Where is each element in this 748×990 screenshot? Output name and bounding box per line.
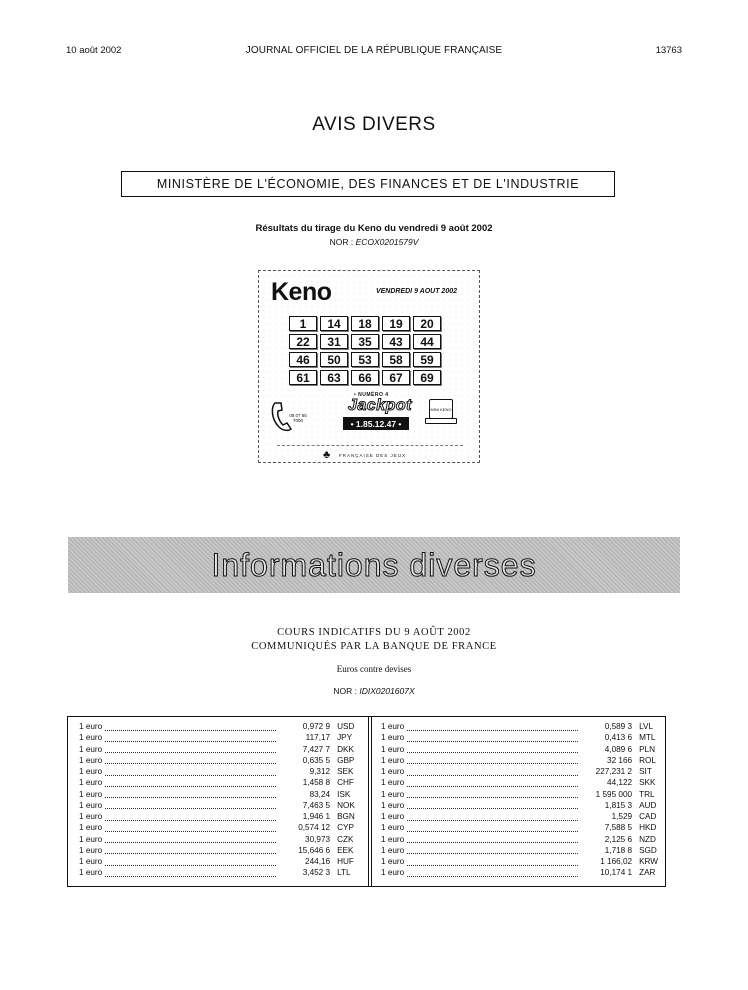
rate-unit: 1 euro — [79, 733, 103, 743]
currency-code: HUF — [337, 857, 354, 866]
keno-date: VENDREDI 9 AOUT 2002 — [375, 288, 457, 295]
clover-icon: ♣ — [323, 449, 331, 461]
rate-row — [381, 845, 661, 856]
rate-value: 4,089 6 — [604, 744, 633, 754]
dot-leader — [105, 790, 276, 798]
rate-value: 2,125 6 — [604, 834, 633, 844]
dot-leader — [105, 723, 276, 731]
rate-unit: 1 euro — [381, 789, 405, 799]
dot-leader — [105, 756, 276, 764]
currency-code: SEK — [337, 767, 354, 776]
rate-row — [381, 721, 661, 732]
dot-leader — [105, 858, 276, 866]
dot-leader — [407, 723, 578, 731]
informations-diverses-banner — [68, 537, 680, 593]
exchange-rates-table — [67, 716, 666, 887]
keno-number: 50 — [320, 352, 348, 367]
rate-unit: 1 euro — [79, 722, 103, 731]
rate-unit: 1 euro — [79, 778, 103, 788]
dot-leader — [407, 801, 578, 809]
rate-unit: 1 euro — [79, 857, 103, 866]
rate-unit: 1 euro — [79, 789, 103, 799]
rate-value: 0,589 3 — [604, 722, 633, 731]
header-journal-title: JOURNAL OFFICIEL DE LA RÉPUBLIQUE FRANÇAISE — [245, 45, 503, 56]
dot-leader — [407, 835, 578, 843]
currency-code: LTL — [337, 868, 351, 878]
rate-value: 44,122 — [607, 778, 633, 788]
phone-number: 08 07 65 7000 — [289, 413, 307, 423]
keno-number: 44 — [413, 334, 441, 349]
rate-unit: 1 euro — [381, 823, 405, 833]
currency-code: USD — [337, 722, 355, 731]
rate-value: 0,972 9 — [302, 722, 331, 731]
rate-row — [381, 867, 661, 878]
rate-row — [79, 766, 359, 777]
keno-number: 63 — [320, 370, 348, 385]
currency-code: BGN — [337, 812, 355, 821]
rate-unit: 1 euro — [381, 755, 405, 765]
currency-code: DKK — [337, 744, 354, 754]
dot-leader — [407, 813, 578, 821]
rate-unit: 1 euro — [79, 868, 103, 878]
keno-number: 53 — [351, 352, 379, 367]
currency-code: AUD — [639, 800, 657, 810]
banner-title: Informations diverses — [211, 546, 537, 583]
dot-leader — [105, 779, 276, 787]
terminal-base-icon — [425, 418, 457, 424]
keno-number: 14 — [320, 316, 348, 331]
rate-value: 1 166,02 — [600, 857, 633, 866]
currency-code: EEK — [337, 845, 354, 855]
rate-value: 1 595 000 — [595, 789, 633, 799]
currency-code: MTL — [639, 733, 656, 743]
dot-leader — [105, 835, 276, 843]
rate-row — [381, 777, 661, 788]
rate-row — [381, 744, 661, 755]
rate-unit: 1 euro — [79, 800, 103, 810]
currency-code: ROL — [639, 755, 656, 765]
dot-leader — [105, 869, 276, 877]
rate-row — [381, 789, 661, 800]
rates-column-right — [381, 721, 661, 879]
dot-leader — [407, 745, 578, 753]
currency-code: KRW — [639, 857, 659, 866]
rate-value: 1,946 1 — [302, 812, 331, 821]
rate-row — [381, 800, 661, 811]
keno-number: 43 — [382, 334, 410, 349]
rate-unit: 1 euro — [79, 767, 103, 776]
keno-number: 1 — [289, 316, 317, 331]
rate-row — [79, 744, 359, 755]
table-column-divider — [368, 717, 372, 886]
rate-value: 1,529 — [611, 812, 633, 821]
dot-leader — [407, 824, 578, 832]
rate-value: 117,17 — [305, 733, 331, 743]
keno-number: 61 — [289, 370, 317, 385]
rate-row — [79, 811, 359, 822]
rate-unit: 1 euro — [381, 778, 405, 788]
rate-value: 227,231 2 — [595, 767, 633, 776]
currency-code: NZD — [639, 834, 656, 844]
rate-value: 30,973 — [305, 834, 331, 844]
keno-nor-line — [0, 237, 748, 247]
rate-row — [79, 834, 359, 845]
dot-leader — [105, 768, 276, 776]
dot-leader — [407, 790, 578, 798]
currency-code: TRL — [639, 789, 655, 799]
rate-row — [79, 845, 359, 856]
dot-leader — [407, 869, 578, 877]
rate-value: 0,635 5 — [302, 755, 331, 765]
currency-code: SKK — [639, 778, 656, 788]
ticket-divider — [277, 445, 463, 446]
currency-code: LVL — [639, 722, 654, 731]
jackpot-label: • NUMÉRO 4 — [354, 392, 389, 398]
rate-row — [79, 721, 359, 732]
rate-unit: 1 euro — [381, 845, 405, 855]
exchange-nor-line — [0, 686, 748, 696]
nor-value: ECOX0201579V — [355, 237, 419, 247]
dot-leader — [407, 858, 578, 866]
rate-value: 7,463 5 — [302, 800, 331, 810]
rate-row — [381, 732, 661, 743]
keno-number: 58 — [382, 352, 410, 367]
currency-code: GBP — [337, 755, 355, 765]
mini-keno-terminal-icon — [429, 399, 453, 419]
currency-code: CYP — [337, 823, 354, 833]
rate-unit: 1 euro — [79, 755, 103, 765]
exchange-subtitle: Euros contre devises — [336, 664, 412, 674]
section-title: AVIS DIVERS — [312, 114, 436, 135]
nor-value: IDIX0201607X — [359, 686, 415, 696]
rate-row — [381, 755, 661, 766]
rate-unit: 1 euro — [381, 834, 405, 844]
dot-leader — [407, 768, 578, 776]
rate-unit: 1 euro — [381, 722, 405, 731]
mini-keno-label: MINI KENO — [430, 406, 452, 412]
rate-unit: 1 euro — [79, 823, 103, 833]
rate-value: 1,458 8 — [302, 778, 331, 788]
keno-notice-title: Résultats du tirage du Keno du vendredi 9 août 2002 — [255, 223, 493, 234]
keno-number: 69 — [413, 370, 441, 385]
rate-row — [79, 856, 359, 867]
keno-number: 67 — [382, 370, 410, 385]
rate-unit: 1 euro — [79, 812, 103, 821]
dot-leader — [407, 846, 578, 854]
currency-code: ZAR — [639, 868, 656, 878]
dot-leader — [105, 801, 276, 809]
rate-unit: 1 euro — [381, 857, 405, 866]
rate-unit: 1 euro — [381, 868, 405, 878]
rate-unit: 1 euro — [381, 767, 405, 776]
currency-code: HKD — [639, 823, 657, 833]
nor-label: NOR : — [333, 686, 357, 696]
dot-leader — [105, 846, 276, 854]
rate-value: 1,718 8 — [604, 845, 633, 855]
rate-value: 7,427 7 — [302, 744, 331, 754]
rate-row — [79, 777, 359, 788]
dot-leader — [407, 734, 578, 742]
rate-value: 9,312 — [309, 767, 331, 776]
currency-code: JPY — [337, 733, 353, 743]
rate-unit: 1 euro — [381, 733, 405, 743]
rate-value: 83,24 — [309, 789, 331, 799]
exchange-title-line1: COURS INDICATIFS DU 9 AOÛT 2002 — [277, 627, 471, 638]
rate-value: 244,16 — [305, 857, 331, 866]
currency-code: CHF — [337, 778, 354, 788]
dot-leader — [407, 779, 578, 787]
rate-unit: 1 euro — [79, 744, 103, 754]
rate-row — [381, 822, 661, 833]
jackpot-word: Jackpot — [348, 397, 412, 414]
keno-number: 66 — [351, 370, 379, 385]
rate-row — [79, 800, 359, 811]
currency-code: SGD — [639, 845, 657, 855]
keno-number: 22 — [289, 334, 317, 349]
rate-unit: 1 euro — [381, 812, 405, 821]
rate-row — [381, 834, 661, 845]
header-date: 10 août 2002 — [66, 45, 122, 56]
rate-row — [381, 856, 661, 867]
currency-code: NOK — [337, 800, 355, 810]
rate-value: 0,413 6 — [604, 733, 633, 743]
ministry-box — [121, 171, 615, 197]
rate-value: 32 166 — [607, 755, 633, 765]
keno-number: 20 — [413, 316, 441, 331]
jackpot-amount: • 1.85.12.47 • — [343, 417, 409, 430]
dot-leader — [105, 745, 276, 753]
rate-row — [381, 811, 661, 822]
keno-number-grid — [289, 316, 441, 385]
keno-number: 31 — [320, 334, 348, 349]
rate-row — [381, 766, 661, 777]
keno-number: 18 — [351, 316, 379, 331]
ministry-name: MINISTÈRE DE L'ÉCONOMIE, DES FINANCES ET DE L'INDUSTRIE — [156, 177, 580, 191]
rate-unit: 1 euro — [79, 845, 103, 855]
rate-row — [79, 755, 359, 766]
rate-value: 3,452 3 — [302, 868, 331, 878]
keno-ticket — [258, 270, 480, 463]
rate-unit: 1 euro — [381, 744, 405, 754]
dot-leader — [407, 756, 578, 764]
rate-row — [79, 867, 359, 878]
currency-code: ISK — [337, 789, 351, 799]
keno-number: 46 — [289, 352, 317, 367]
dot-leader — [105, 734, 276, 742]
currency-code: SIT — [639, 767, 652, 776]
keno-logo: Keno — [271, 278, 332, 306]
header-page-number: 13763 — [655, 45, 682, 56]
rate-row — [79, 789, 359, 800]
rate-row — [79, 732, 359, 743]
rate-unit: 1 euro — [79, 834, 103, 844]
rate-value: 0,574 12 — [298, 823, 331, 833]
currency-code: PLN — [639, 744, 656, 754]
exchange-title-line2: COMMUNIQUÉS PAR LA BANQUE DE FRANCE — [251, 641, 497, 652]
currency-code: CZK — [337, 834, 354, 844]
keno-number: 19 — [382, 316, 410, 331]
keno-number: 35 — [351, 334, 379, 349]
rate-value: 7,588 5 — [604, 823, 633, 833]
keno-number: 59 — [413, 352, 441, 367]
currency-code: CAD — [639, 812, 657, 821]
rate-row — [79, 822, 359, 833]
rate-unit: 1 euro — [381, 800, 405, 810]
rates-column-left — [79, 721, 359, 879]
nor-label: NOR : — [329, 237, 354, 247]
dot-leader — [105, 824, 276, 832]
rate-value: 1,815 3 — [604, 800, 633, 810]
fdj-brand: FRANÇAISE DES JEUX — [339, 453, 407, 458]
rate-value: 15,646 6 — [298, 845, 331, 855]
rate-value: 10,174 1 — [600, 868, 633, 878]
dot-leader — [105, 813, 276, 821]
